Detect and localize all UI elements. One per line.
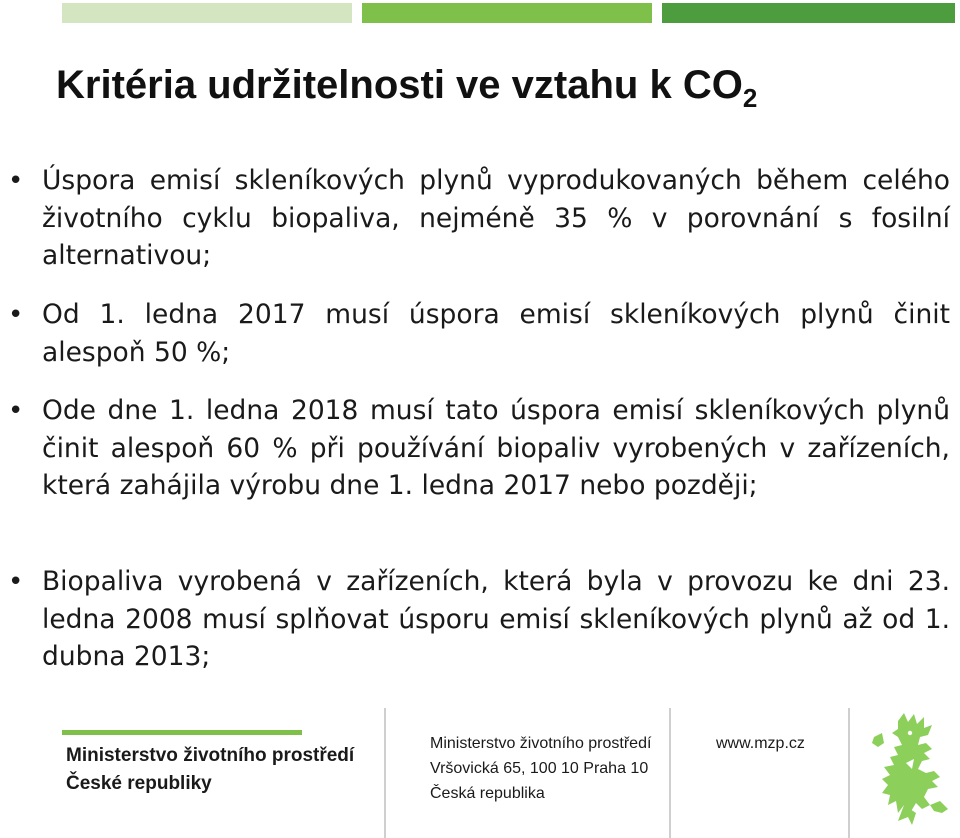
ministry-accent-bar [62, 730, 302, 735]
slide-title-subscript: 2 [742, 83, 758, 113]
ministry-logo-text [66, 742, 354, 798]
address-line3: Česká republika [430, 785, 545, 802]
ministry-address [430, 731, 651, 806]
top-bar-dark [662, 3, 955, 23]
website-link[interactable]: www.mzp.cz [716, 735, 805, 752]
criteria-text: Biopaliva vyrobená v zařízeních, která byla v provozu ke dni 23. ledna 2008 musí splňovat úsporu emisí skleníkových plynů až od 1. dubna 2013; [42, 566, 950, 672]
ministry-name-line2: České republiky [66, 773, 212, 794]
bullet-icon: • [8, 567, 24, 597]
czech-lion-icon [868, 713, 954, 825]
criteria-item [8, 296, 950, 371]
address-line1: Ministerstvo životního prostředí [430, 735, 652, 752]
criteria-item [8, 563, 950, 676]
address-line2: Vršovická 65, 100 10 Praha 10 [430, 760, 649, 777]
top-bar-light [62, 3, 352, 23]
bullet-icon: • [8, 396, 24, 426]
footer-divider [384, 708, 386, 838]
bullet-icon: • [8, 300, 24, 330]
footer-divider [669, 708, 671, 838]
criteria-item [8, 392, 950, 505]
top-bar-mid [362, 3, 652, 23]
bullet-icon: • [8, 166, 24, 196]
criteria-text: Úspora emisí skleníkových plynů vyprodukovaných během celého životního cyklu biopaliva, nejméně 35 % v porovnání s fosilní alternativou; [42, 165, 950, 271]
criteria-text: Od 1. ledna 2017 musí úspora emisí skleníkových plynů činit alespoň 50 %; [42, 299, 950, 368]
ministry-name-line1: Ministerstvo životního prostředí [66, 745, 355, 766]
criteria-text: Ode dne 1. ledna 2018 musí tato úspora emisí skleníkových plynů činit alespoň 60 % při používání biopaliv vyrobených v zařízeních, která zahájila výrobu dne 1. ledna 2017 nebo později; [42, 395, 950, 501]
footer-divider [848, 708, 850, 838]
slide-title [56, 63, 757, 114]
slide-title-text: Kritéria udržitelnosti ve vztahu k CO [56, 63, 743, 107]
criteria-item [8, 162, 950, 275]
